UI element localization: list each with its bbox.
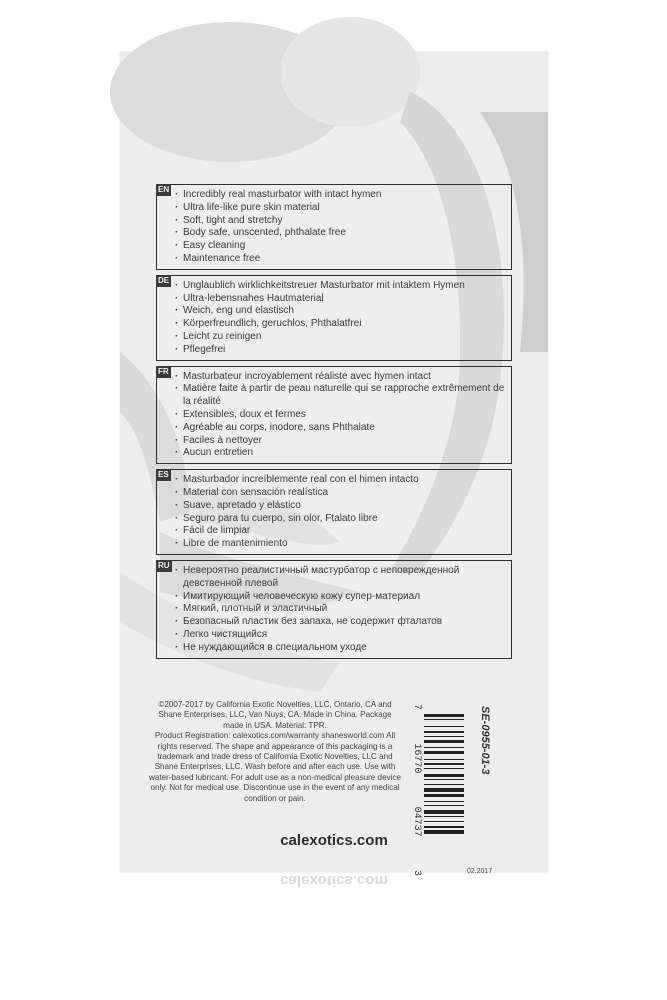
barcode-bar (424, 751, 464, 754)
list-item: · Faciles à nettoyer (175, 435, 505, 448)
list-item: · Body safe, unscented, phthalate free (175, 227, 505, 240)
list-item: · Incredibly real masturbator with intact hymen (175, 189, 505, 202)
barcode-bar (424, 759, 464, 760)
barcode-bar (424, 794, 464, 797)
barcode-bar (424, 768, 464, 769)
copyright-text: ©2007-2017 by California Exotic Novelties, LLC, Ontario, CA and Shane Enterprises, LLC, Van Nuys, CA. Made in China. Package made in USA. Material: TPR. (158, 700, 392, 730)
list-item: · Fácil de limpiar (175, 525, 505, 538)
language-tag: EN (158, 185, 170, 194)
barcode-digit-group: 3 (411, 869, 422, 876)
barcode-bar (424, 805, 464, 806)
list-item: · Soft, tight and stretchy (175, 215, 505, 228)
list-item: · Suave, apretado y elástico (175, 500, 505, 513)
print-date: 02.2017 (467, 868, 493, 875)
barcode-bar (424, 810, 464, 814)
barcode-digit-group: 16770 (411, 743, 422, 774)
barcode-bar (424, 821, 464, 822)
language-tag: DE (158, 275, 170, 285)
registration-text: Product Registration: calexotics.com/warranty shanesworld.com All rights reserved. The shape and appearance of this packaging is a trademark and trade dress of California Exotic Novelties, LLC and Shane Enterprises, LLC. Wash before and after each use. Use with water-based lubricant. For adult use as a non-medical pleasure device only. Not for medical use. Discontinue use in the event of any medical condition or pain. (149, 731, 401, 803)
section-de (156, 275, 512, 361)
list-item: · Ultra life-like pure skin material (175, 202, 505, 215)
sku-text: SE-0955-01-3 (479, 706, 491, 775)
barcode-bar (424, 740, 464, 744)
website-url[interactable]: calexotics.com (280, 832, 388, 849)
language-tag: FR (158, 366, 169, 376)
list-item: · Безопасный пластик без запаха, не содержит фталатов (175, 616, 505, 629)
list-item: · Мягкий, плотный и эластичный (175, 603, 505, 616)
barcode-bar (424, 779, 464, 780)
list-item: · Agréable au corps, inodore, sans Phthalate (175, 422, 505, 435)
package-back (120, 52, 548, 876)
barcode-bar (424, 788, 464, 792)
list-item: · Легко чистящийся (175, 629, 505, 642)
barcode-bar (424, 801, 464, 802)
barcode-bar (424, 763, 464, 766)
barcode-bar (424, 774, 464, 777)
reflection-text: calexotics.com (280, 872, 388, 889)
list-item: · Seguro para tu cuerpo, sin olor, Ftalato libre (175, 513, 505, 526)
list-item: · Weich, eng und elastisch (175, 305, 505, 318)
barcode-digit-group: 7 (411, 704, 422, 711)
barcode-digit-group: 04737 (411, 806, 422, 837)
list-item: · Ultra-lebensnahes Hautmaterial (175, 293, 505, 306)
language-sections (156, 184, 512, 664)
list-item: · Matière faite à partir de peau naturelle qui se rapproche extrêmement de la réalité (175, 383, 505, 409)
barcode-bar (424, 736, 464, 737)
barcode-bar (424, 726, 464, 727)
language-tag: RU (158, 560, 170, 570)
barcode-bar (424, 784, 464, 785)
list-item: · Maintenance free (175, 253, 505, 266)
list-item: · Имитирующий человеческую кожу супер-материал (175, 591, 505, 604)
barcode-bar (424, 747, 464, 748)
sku-code (475, 706, 495, 876)
list-item: · Unglaublich wirklichkeitstreuer Masturbator mit intaktem Hymen (175, 280, 505, 293)
list-item: · Körperfreundlich, geruchlos, Phthalatfrei (175, 318, 505, 331)
list-item: · Masturbateur incroyablement réaliste avec hymen intact (175, 371, 505, 384)
barcode-bar (424, 826, 464, 827)
barcode-bar (424, 714, 464, 717)
section-ru (156, 560, 512, 659)
barcode-bar (424, 719, 464, 720)
barcode-digits (411, 704, 422, 876)
barcode-bar (424, 816, 464, 817)
barcode-bar (424, 731, 464, 734)
list-item: · Masturbador increíblemente real con el himen intacto (175, 474, 505, 487)
section-es (156, 469, 512, 555)
list-item: · Aucun entretien (175, 447, 505, 460)
list-item: · Leicht zu reinigen (175, 331, 505, 344)
list-item: · Extensibles, doux et fermes (175, 409, 505, 422)
list-item: · Pflegefrei (175, 344, 505, 357)
list-item: · Easy cleaning (175, 240, 505, 253)
list-item: · Material con sensación realística (175, 487, 505, 500)
language-tag: ES (158, 470, 169, 480)
barcode (404, 704, 464, 876)
list-item: · Libre de mantenimiento (175, 538, 505, 551)
list-item: · Невероятно реалистичный мастурбатор с неповрежденной девственной плевой (175, 565, 505, 591)
legal-text (148, 700, 402, 804)
section-en (156, 184, 512, 270)
section-fr (156, 366, 512, 465)
list-item: · Не нуждающийся в специальном уходе (175, 642, 505, 655)
